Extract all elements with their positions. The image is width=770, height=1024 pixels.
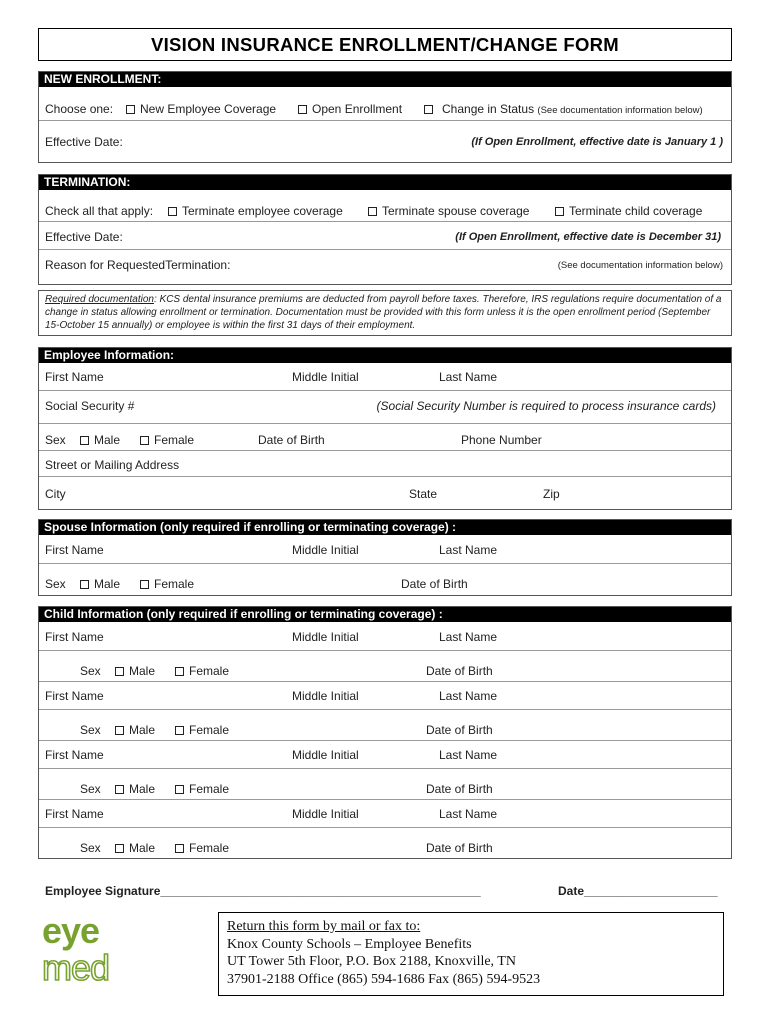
employee-ssn[interactable]: Social Security #: [45, 399, 135, 413]
child-4-dob[interactable]: Date of Birth: [426, 841, 493, 855]
employee-female-checkbox[interactable]: [140, 436, 149, 445]
child-1-female-option[interactable]: Female: [175, 664, 229, 678]
option-terminate-employee[interactable]: Terminate employee coverage: [168, 204, 343, 218]
child-3-sex-label: Sex: [80, 782, 101, 796]
child-2-male-checkbox[interactable]: [115, 726, 124, 735]
effective-date-label[interactable]: Effective Date:: [45, 135, 123, 149]
return-contact: 37901-2188 Office (865) 594-1686 Fax (865) 594-9523: [227, 971, 541, 987]
child-1-first-name[interactable]: First Name: [45, 630, 104, 644]
employee-male-checkbox[interactable]: [80, 436, 89, 445]
effective-date-note: (If Open Enrollment, effective date is January 1 ): [471, 136, 723, 148]
employee-zip[interactable]: Zip: [543, 487, 560, 501]
spouse-female-option[interactable]: Female: [140, 577, 194, 591]
return-instruction: Return this form by mail or fax to:: [227, 919, 421, 934]
child-3-last-name[interactable]: Last Name: [439, 748, 498, 762]
return-street: UT Tower 5th Floor, P.O. Box 2188, Knoxville, TN: [227, 954, 516, 969]
termination-header: TERMINATION:: [39, 175, 731, 190]
employee-last-name[interactable]: Last Name: [439, 370, 498, 384]
spouse-male-checkbox[interactable]: [80, 580, 89, 589]
employee-signature-line[interactable]: Employee Signature________________________________________________: [45, 884, 481, 898]
spouse-sex-label: Sex: [45, 577, 66, 591]
employee-first-name[interactable]: First Name: [45, 370, 104, 384]
employee-section: [38, 347, 732, 510]
child-1-last-name[interactable]: Last Name: [439, 630, 498, 644]
child-2-sex-label: Sex: [80, 723, 101, 737]
child-2-middle-initial[interactable]: Middle Initial: [292, 689, 359, 703]
svg-text:eye: eye: [42, 912, 100, 951]
new-employee-checkbox[interactable]: [126, 105, 135, 114]
employee-street[interactable]: Street or Mailing Address: [45, 458, 180, 472]
child-1-sex-label: Sex: [80, 664, 101, 678]
return-recipient: Knox County Schools – Employee Benefits: [227, 936, 472, 952]
choose-one-label: Choose one:: [45, 102, 114, 116]
child-1-middle-initial[interactable]: Middle Initial: [292, 630, 359, 644]
employee-header: Employee Information:: [39, 348, 731, 363]
new-enrollment-section: [38, 71, 732, 163]
child-2-male-option[interactable]: Male: [115, 723, 155, 737]
child-4-middle-initial[interactable]: Middle Initial: [292, 807, 359, 821]
termination-reason-note: (See documentation information below): [557, 260, 723, 271]
spouse-section: [38, 519, 732, 596]
employee-phone[interactable]: Phone Number: [461, 433, 542, 447]
terminate-child-checkbox[interactable]: [555, 207, 564, 216]
termination-section: [38, 174, 732, 285]
terminate-spouse-checkbox[interactable]: [368, 207, 377, 216]
child-1-female-checkbox[interactable]: [175, 667, 184, 676]
child-3-middle-initial[interactable]: Middle Initial: [292, 748, 359, 762]
signature-date-line[interactable]: Date____________________: [558, 884, 718, 898]
child-1-dob[interactable]: Date of Birth: [426, 664, 493, 678]
child-4-female-option[interactable]: Female: [175, 841, 229, 855]
child-2-female-checkbox[interactable]: [175, 726, 184, 735]
child-4-last-name[interactable]: Last Name: [439, 807, 498, 821]
option-new-employee[interactable]: New Employee Coverage: [126, 102, 276, 116]
spouse-male-option[interactable]: Male: [80, 577, 120, 591]
option-open-enrollment[interactable]: Open Enrollment: [298, 102, 402, 116]
employee-state[interactable]: State: [409, 487, 438, 501]
terminate-employee-checkbox[interactable]: [168, 207, 177, 216]
new-enrollment-header: NEW ENROLLMENT:: [39, 72, 731, 87]
option-terminate-child[interactable]: Terminate child coverage: [555, 204, 702, 218]
spouse-first-name[interactable]: First Name: [45, 543, 104, 557]
open-enrollment-checkbox[interactable]: [298, 105, 307, 114]
child-2-first-name[interactable]: First Name: [45, 689, 104, 703]
employee-female-option[interactable]: Female: [140, 433, 194, 447]
child-4-sex-label: Sex: [80, 841, 101, 855]
child-2-last-name[interactable]: Last Name: [439, 689, 498, 703]
spouse-female-checkbox[interactable]: [140, 580, 149, 589]
option-terminate-spouse[interactable]: Terminate spouse coverage: [368, 204, 529, 218]
child-4-male-option[interactable]: Male: [115, 841, 155, 855]
spouse-middle-initial[interactable]: Middle Initial: [292, 543, 359, 557]
child-3-female-checkbox[interactable]: [175, 785, 184, 794]
check-all-label: Check all that apply:: [45, 204, 154, 218]
child-1-male-option[interactable]: Male: [115, 664, 155, 678]
child-4-female-checkbox[interactable]: [175, 844, 184, 853]
child-2-female-option[interactable]: Female: [175, 723, 229, 737]
employee-sex-label: Sex: [45, 433, 66, 447]
child-1-male-checkbox[interactable]: [115, 667, 124, 676]
child-header: Child Information (only required if enrolling or terminating coverage) :: [39, 607, 731, 622]
child-section: [38, 606, 732, 859]
child-3-first-name[interactable]: First Name: [45, 748, 104, 762]
child-4-male-checkbox[interactable]: [115, 844, 124, 853]
change-status-checkbox[interactable]: [424, 105, 433, 114]
child-3-male-option[interactable]: Male: [115, 782, 155, 796]
employee-dob[interactable]: Date of Birth: [258, 433, 325, 447]
documentation-note: Required documentation: KCS dental insurance premiums are deducted from payroll before taxes. Therefore, IRS regulations require documentation of a change in status allowing enrollment or termination. Documentation must be provided with this form unless it is the open enrollment period (September 15-October 15 annually) or employee is within the first 31 days of their employment.: [38, 290, 732, 336]
termination-effective-label[interactable]: Effective Date:: [45, 230, 123, 244]
termination-effective-note: (If Open Enrollment, effective date is December 31): [455, 231, 721, 243]
option-change-status[interactable]: Change in Status (See documentation information below): [424, 102, 703, 116]
termination-reason-label[interactable]: Reason for RequestedTermination:: [45, 258, 231, 272]
svg-text:med: med: [42, 947, 110, 984]
child-4-first-name[interactable]: First Name: [45, 807, 104, 821]
spouse-dob[interactable]: Date of Birth: [401, 577, 468, 591]
employee-male-option[interactable]: Male: [80, 433, 120, 447]
employee-city[interactable]: City: [45, 487, 66, 501]
employee-middle-initial[interactable]: Middle Initial: [292, 370, 359, 384]
return-address-box: [218, 912, 724, 996]
child-3-dob[interactable]: Date of Birth: [426, 782, 493, 796]
ssn-note: (Social Security Number is required to process insurance cards): [376, 399, 716, 413]
child-3-female-option[interactable]: Female: [175, 782, 229, 796]
spouse-header: Spouse Information (only required if enrolling or terminating coverage) :: [39, 520, 731, 535]
child-2-dob[interactable]: Date of Birth: [426, 723, 493, 737]
child-3-male-checkbox[interactable]: [115, 785, 124, 794]
eyemed-logo: [42, 912, 152, 984]
form-title: VISION INSURANCE ENROLLMENT/CHANGE FORM: [38, 28, 732, 61]
spouse-last-name[interactable]: Last Name: [439, 543, 498, 557]
